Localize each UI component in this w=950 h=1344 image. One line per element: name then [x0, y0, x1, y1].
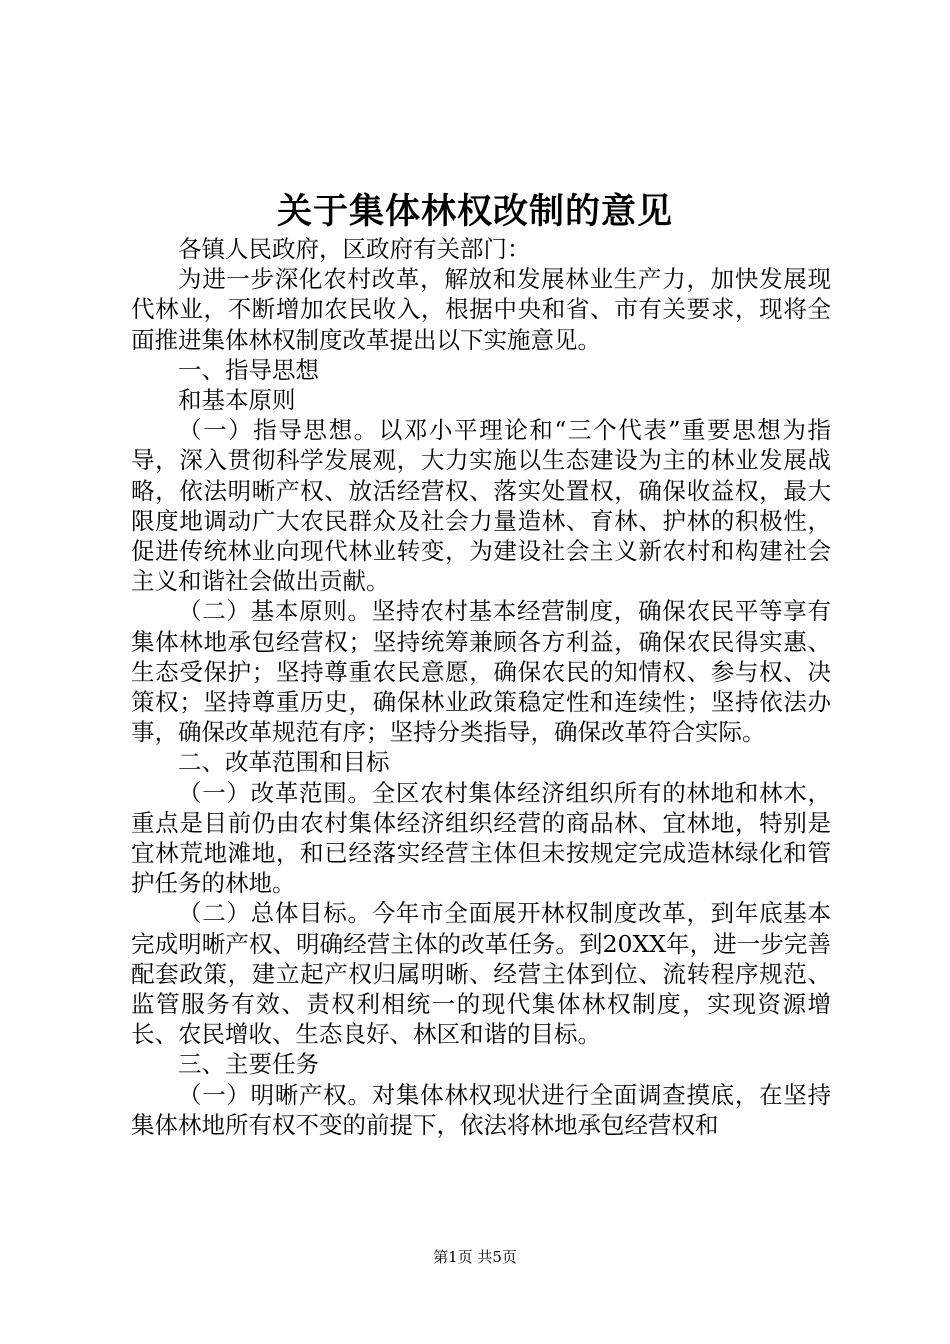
paragraph-clarify-property: （一）明晰产权。对集体林权现状进行全面调查摸底，在坚持集体林地所有权不变的前提下，依法将林地承包经营权和	[131, 1080, 831, 1139]
paragraph-addressee: 各镇人民政府，区政府有关部门：	[178, 235, 531, 263]
page-footer: 第1页 共5页	[433, 1248, 517, 1266]
paragraph-reform-scope: （一）改革范围。全区农村集体经济组织所有的林地和林木，重点是目前仍由农村集体经济组织经营的商品林、宜林地，特别是宜林荒地滩地，和已经落实经营主体但未按规定完成造林绿化和管护任务的林地。	[131, 778, 831, 898]
section-heading-3: 三、主要任务	[178, 1050, 319, 1079]
paragraph-basic-principles: （二）基本原则。坚持农村基本经营制度，确保农民平等享有集体林地承包经营权；坚持统筹兼顾各方利益，确保农民得实惠、生态受保护；坚持尊重农民意愿，确保农民的知情权、参与权、决策权；坚持尊重历史，确保林业政策稳定性和连续性；坚持依法办事，确保改革规范有序；坚持分类指导，确保改革符合实际。	[131, 597, 831, 747]
document-body	[131, 234, 831, 1140]
paragraph-overall-goal: （二）总体目标。今年市全面展开林权制度改革，到年底基本完成明晰产权、明确经营主体的改革任务。到20XX年，进一步完善配套政策，建立起产权归属明晰、经营主体到位、流转程序规范、监管服务有效、责权利相统一的现代集体林权制度，实现资源增长、农民增收、生态良好、林区和谐的目标。	[131, 899, 831, 1049]
document-title: 关于集体林权改制的意见	[276, 191, 673, 232]
section-heading-2: 二、改革范围和目标	[178, 748, 390, 777]
section-heading-1-cont: 和基本原则	[178, 386, 296, 415]
paragraph-intro: 为进一步深化农村改革，解放和发展林业生产力，加快发展现代林业，不断增加农民收入，根据中央和省、市有关要求，现将全面推进集体林权制度改革提出以下实施意见。	[131, 265, 831, 354]
paragraph-guiding-thought: （一）指导思想。以邓小平理论和“三个代表”重要思想为指导，深入贯彻科学发展观，大力实施以生态建设为主的林业发展战略，依法明晰产权、放活经营权、落实处置权，确保收益权，最大限度地调动广大农民群众及社会力量造林、育林、护林的积极性，促进传统林业向现代林业转变，为建设社会主义新农村和构建社会主义和谐社会做出贡献。	[131, 416, 831, 596]
section-heading-1: 一、指导思想	[178, 355, 319, 384]
